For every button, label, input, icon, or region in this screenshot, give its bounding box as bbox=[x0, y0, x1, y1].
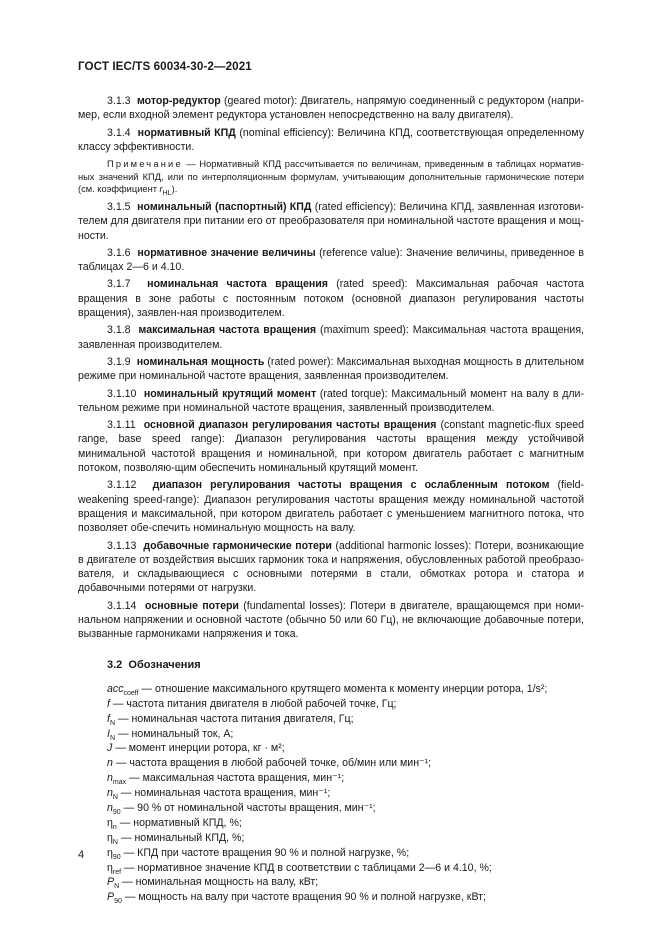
definition-term: нормативный КПД bbox=[137, 126, 236, 139]
definition-term: диапазон регулирования частоты вращения с ослабленным потоком bbox=[152, 479, 550, 492]
note: Примечание — Нормативный КПД рассчитывается по величинам, приведенным в таблицах норматив-ных значений КПД, или по интерполяционным формулам, учитывающим дополнительные гармонические потери (см. коэффициент $r_{HL}$). bbox=[78, 159, 584, 198]
symbol-item: acc$_{coeff}$ — отношение максимального крутящего момента к моменту инерции ротора, 1/s²; bbox=[107, 682, 548, 697]
definition-term: нормативное значение величины bbox=[137, 246, 316, 259]
symbol-item: $n_N$ — номинальная частота вращения, мин⁻¹; bbox=[107, 787, 331, 802]
definition-term: основные потери bbox=[145, 599, 239, 612]
definition-3-1-14: 3.1.14 основные потери (fundamental losses): Потери в двигателе, вращающемся при номи-нальном напряжении и основной частоте (обычно 50 или 60 Гц), не включающие добавочные потери, вызванные гармониками напряжения и тока. bbox=[78, 599, 584, 641]
definition-3-1-6: 3.1.6 нормативное значение величины (reference value): Значение величины, приведенное в таблицах 2—6 и 4.10. bbox=[78, 246, 584, 274]
definition-term: номинальная частота вращения bbox=[147, 278, 328, 291]
symbol-item: $n_{max}$ — максимальная частота вращения, мин⁻¹; bbox=[107, 772, 345, 787]
section-heading: 3.2 Обозначения bbox=[107, 658, 201, 671]
symbol-item: J — момент инерции ротора, кг · м²; bbox=[107, 742, 285, 755]
symbol-item: f — частота питания двигателя в любой рабочей точке, Гц; bbox=[107, 697, 397, 710]
definition-3-1-12: 3.1.12 диапазон регулирования частоты вращения с ослабленным потоком (field-weakening speed-range): Диапазон регулирования частоты вращения между номинальной частотой вращения и максимальной, при котором двигатель работает с уменьшением магнитного потока, что позволяет обе-спечить номинальную мощность на валу. bbox=[78, 479, 585, 535]
definition-3-1-13: 3.1.13 добавочные гармонические потери (additional harmonic losses): Потери, возникающие в двигателе от воздействия высших гармоник тока и напряжения, обусловленных работой преобразо-вателя, и складывающиеся с основными потерями в стали, обмотках ротора и статора и добавочными потерями от нагрузки. bbox=[78, 539, 584, 595]
definition-3-1-3: 3.1.3 мотор-редуктор (geared motor): Двигатель, напрямую соединенный с редуктором (напри-мер, если входной элемент редуктора установлен непосредственно на валу двигателя). bbox=[78, 95, 585, 122]
symbol-item: $\eta_{90}$ — КПД при частоте вращения 90 % и полной нагрузке, %; bbox=[107, 846, 410, 861]
definition-term: основной диапазон регулирования частоты вращения bbox=[143, 419, 437, 432]
symbol-item: $\eta_N$ — номинальный КПД, %; bbox=[107, 831, 245, 846]
definition-3-1-7: 3.1.7 номинальная частота вращения (rated speed): Максимальная рабочая частота вращения в зоне работы с постоянным потоком (основной диапазон регулирования частоты вращения), заявлен-ная производителем. bbox=[78, 278, 584, 320]
page-content bbox=[78, 94, 584, 905]
definition-term: добавочные гармонические потери bbox=[143, 539, 332, 552]
definition-3-1-8: 3.1.8 максимальная частота вращения (maximum speed): Максимальная частота вращения, заявленная производителем. bbox=[78, 324, 585, 351]
note-label: Примечание bbox=[107, 159, 183, 170]
definition-3-1-10: 3.1.10 номинальный крутящий момент (rated torque): Максимальный момент на валу в дли-тельном режиме при номинальной частоте вращения, заявленный производителем. bbox=[78, 387, 584, 414]
document-header: ГОСТ IEC/TS 60034-30-2—2021 bbox=[78, 60, 252, 73]
definition-3-1-5: 3.1.5 номинальный (паспортный) КПД (rated efficiency): Величина КПД, заявленная изготови-телем для двигателя при питании его от преобразователя при номинальной частоте вращения и мощ-ности. bbox=[78, 200, 584, 242]
definition-term: номинальная мощность bbox=[136, 355, 265, 368]
definition-3-1-9: 3.1.9 номинальная мощность (rated power): Максимальная выходная мощность в длительном режиме при номинальной частоте вращения, заявленная производителем. bbox=[78, 355, 584, 383]
symbol-item: $I_N$ — номинальный ток, А; bbox=[107, 727, 234, 742]
definition-term: номинальный крутящий момент bbox=[143, 387, 317, 400]
symbol-item: $P_{90}$ — мощность на валу при частоте вращения 90 % и полной нагрузке, кВт; bbox=[107, 891, 486, 906]
definition-term: максимальная частота вращения bbox=[138, 324, 317, 337]
definition-3-1-11: 3.1.11 основной диапазон регулирования частоты вращения (constant magnetic-flux speed range, base speed range): Диапазон регулирования частоты вращения между устойчивой минимальной частотой вращения и номинальной, при котором двигатель работает с магнитным потоком, позволяю-щим обеспечить номинальный крутящий момент. bbox=[78, 419, 584, 475]
symbol-item: $f_N$ — номинальная частота питания двигателя, Гц; bbox=[107, 712, 354, 727]
definition-term: мотор-редуктор bbox=[136, 95, 221, 107]
symbol-item: n — частота вращения в любой рабочей точке, об/мин или мин⁻¹; bbox=[107, 757, 432, 770]
definition-3-1-4: 3.1.4 нормативный КПД (nominal efficiency): Величина КПД, соответствующая определенному классу эффективности. bbox=[78, 126, 584, 153]
symbols-list bbox=[78, 682, 584, 905]
symbol-item: $\eta_{ref}$ — нормативное значение КПД в соответствии с таблицами 2—6 и 4.10, %; bbox=[107, 861, 492, 876]
symbol-item: $P_N$ — номинальная мощность на валу, кВт; bbox=[107, 876, 319, 891]
page-number: 4 bbox=[78, 849, 85, 861]
symbol-item: $\eta_n$ — нормативный КПД, %; bbox=[107, 816, 242, 831]
symbol-item: $n_{90}$ — 90 % от номинальной частоты вращения, мин⁻¹; bbox=[107, 802, 376, 817]
definition-term: номинальный (паспортный) КПД bbox=[137, 200, 312, 213]
